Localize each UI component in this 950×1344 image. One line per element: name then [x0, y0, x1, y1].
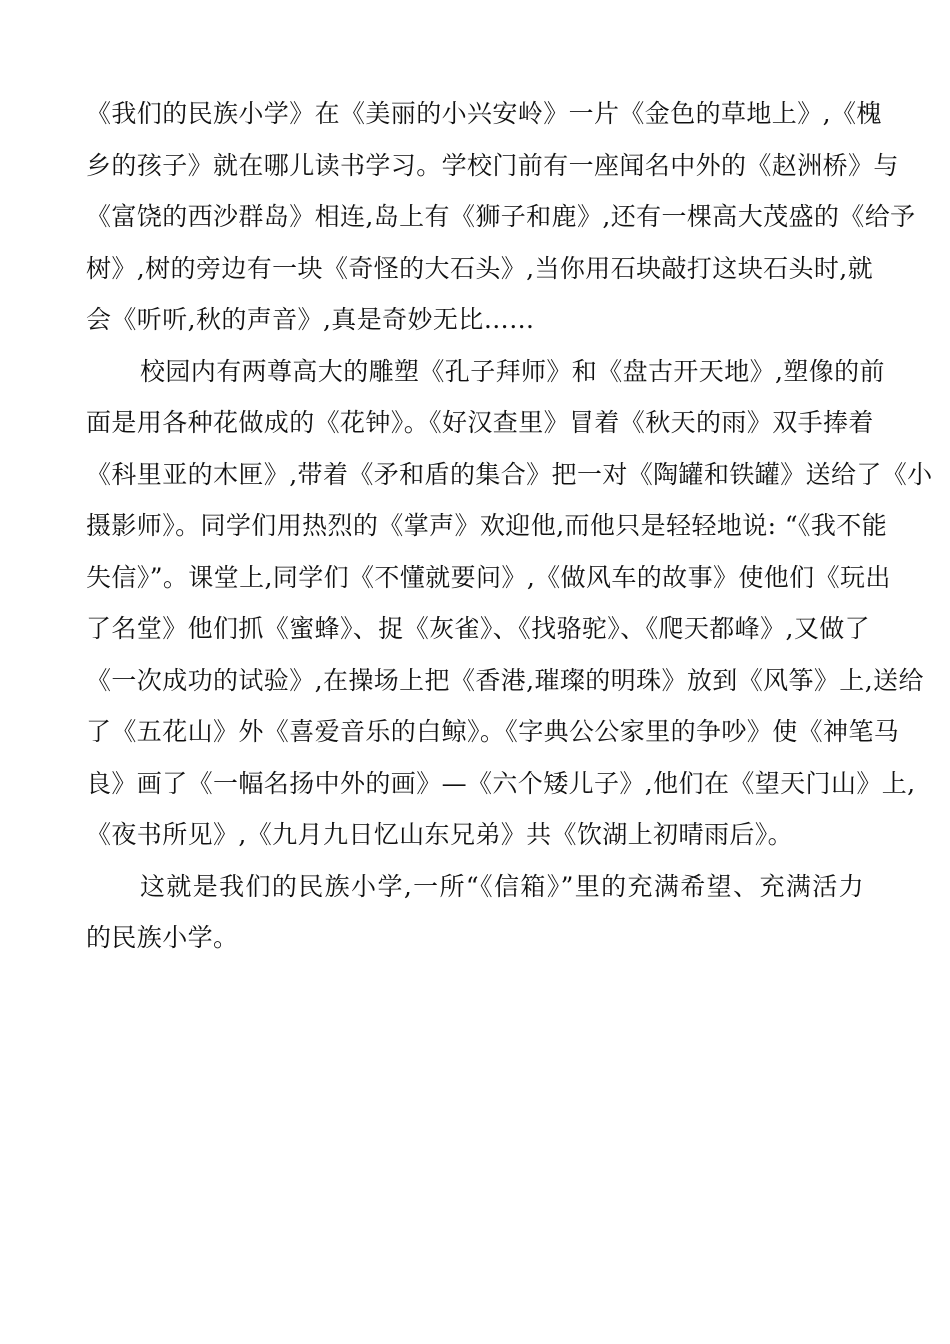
text-line: 《我们的民族小学》在《美丽的小兴安岭》一片《金色的草地上》,《槐: [86, 99, 882, 128]
text-line: 乡的孩子》就在哪儿读书学习。学校门前有一座闻名中外的《赵洲桥》与: [86, 150, 899, 180]
text-line: 《富饶的西沙群岛》相连,岛上有《狮子和鹿》,还有一棵高大茂盛的《给予: [86, 202, 916, 231]
text-line: 的民族小学。: [86, 923, 239, 952]
text-line: 了《五花山》外《喜爱音乐的白鲸》。《字典公公家里的争吵》使《神笔马: [86, 717, 900, 746]
text-line: 良》画了《一幅名扬中外的画》—《六个矮儿子》,他们在《望天门山》上,: [86, 768, 916, 798]
text-line: 摄影师》。同学们用热烈的《掌声》欢迎他,而他只是轻轻地说: “《我不能: [86, 511, 888, 540]
text-line: 树》,树的旁边有一块《奇怪的大石头》,当你用石块敲打这块石头时,就: [86, 253, 874, 283]
text-line: 《夜书所见》,《九月九日忆山东兄弟》共《饮湖上初晴雨后》。: [86, 820, 794, 849]
text-line: 了名堂》他们抓《蜜蜂》、捉《灰雀》、《找骆驼》、《爬天都峰》,又做了: [86, 614, 871, 643]
document-page: [86, 88, 933, 964]
text-line: 《一次成功的试验》,在操场上把《香港,璀璨的明珠》放到《风筝》上,送给: [86, 665, 924, 695]
paragraph-3: [86, 861, 864, 964]
text-line: 面是用各种花做成的《花钟》。《好汉查里》冒着《秋天的雨》双手捧着: [86, 408, 874, 437]
text-line: 校园内有两尊高大的雕塑《孔子拜师》和《盘古开天地》,塑像的前: [140, 356, 885, 386]
text-line: 失信》”。课堂上,同学们《不懂就要问》,《做风车的故事》使他们《玩出: [86, 562, 891, 592]
text-line: 这就是我们的民族小学,一所“《信箱》”里的充满希望、充满活力: [140, 871, 864, 901]
text-line: 会《听听,秋的声音》,真是奇妙无比……: [86, 305, 535, 334]
text-line: 《科里亚的木匣》,带着《矛和盾的集合》把一对《陶罐和铁罐》送给了《小: [86, 459, 933, 489]
paragraph-2: [86, 346, 933, 861]
paragraph-1: [86, 88, 916, 346]
